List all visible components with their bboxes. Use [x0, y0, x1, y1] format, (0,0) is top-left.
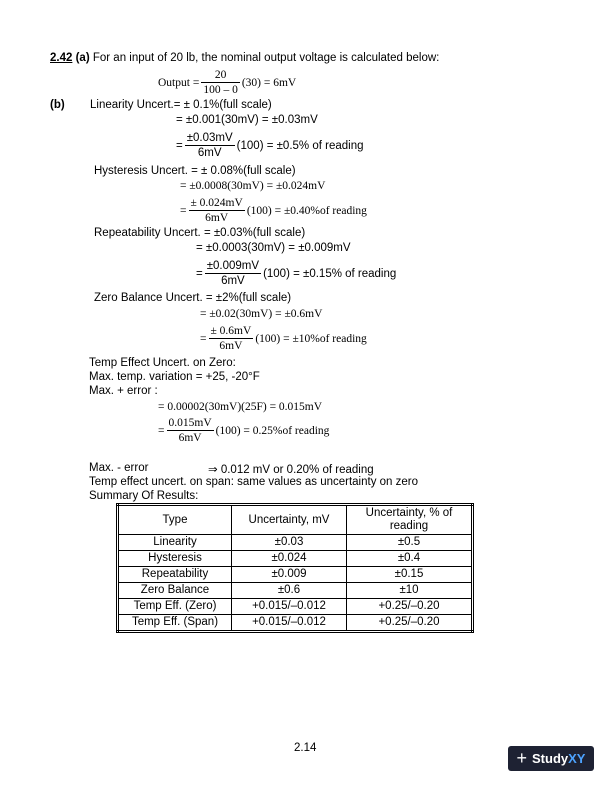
repeatability-fraction-eq: = $\frac{\pm 0.009mV}{6mV}$ (100) = ±0.15% of reading [196, 260, 397, 287]
cell-type: Hysteresis [118, 551, 232, 567]
cell-uncert-mv: ±0.009 [232, 567, 347, 583]
zero-balance-label: Zero Balance Uncert. = ±2%(full scale) [94, 292, 292, 304]
header-uncert-mv: Uncertainty, mV [232, 505, 347, 535]
table-row [118, 615, 473, 632]
cell-uncert-mv: +0.015/–0.012 [232, 615, 347, 632]
max-minus-error-value: ⇒ 0.012 mV or 0.20% of reading [208, 464, 374, 476]
cell-type: Temp Eff. (Span) [118, 615, 232, 632]
summary-table [116, 503, 474, 633]
repeatability-line1: = ±0.0003(30mV) = ±0.009mV [196, 242, 351, 254]
hysteresis-label: Hysteresis Uncert. = ± 0.08%(full scale) [94, 165, 296, 177]
part-b-label: (b) [50, 99, 65, 111]
table-row [118, 583, 473, 599]
cell-uncert-mv: ±0.024 [232, 551, 347, 567]
hysteresis-fraction-eq: = $\frac{\pm 0.024mV}{6mV}$ (100) = ±0.40%of reading [180, 197, 367, 224]
temp-variation: Max. temp. variation = +25, -20°F [89, 371, 260, 383]
cell-uncert-pct: +0.25/–0.20 [347, 615, 473, 632]
max-minus-error-label: Max. - error [89, 462, 149, 474]
table-row [118, 551, 473, 567]
temp-effect-label: Temp Effect Uncert. on Zero: [89, 357, 236, 369]
repeatability-label: Repeatability Uncert. = ±0.03%(full scale) [94, 227, 306, 239]
hysteresis-line1: = ±0.0008(30mV) = ±0.024mV [180, 180, 326, 192]
header-type: Type [118, 505, 232, 535]
problem-number: 2.42 [50, 52, 73, 64]
part-a-label: (a) [75, 52, 90, 64]
cell-type: Linearity [118, 535, 232, 551]
cell-uncert-mv: +0.015/–0.012 [232, 599, 347, 615]
linearity-line1: = ±0.001(30mV) = ±0.03mV [176, 114, 318, 126]
cell-type: Zero Balance [118, 583, 232, 599]
summary-title: Summary Of Results: [89, 490, 199, 502]
cell-uncert-pct: +0.25/–0.20 [347, 599, 473, 615]
cell-uncert-pct: ±0.4 [347, 551, 473, 567]
cell-uncert-mv: ±0.6 [232, 583, 347, 599]
span-note: Temp effect uncert. on span: same values as uncertainty on zero [89, 476, 418, 488]
linearity-label: Linearity Uncert.= ± 0.1%(full scale) [90, 99, 272, 111]
cell-uncert-pct: ±0.5 [347, 535, 473, 551]
temp-fraction-eq: = $\frac{0.015mV}{6mV}$ (100) = 0.25%of reading [158, 417, 330, 444]
problem-header [50, 52, 439, 64]
zero-balance-fraction-eq: = $\frac{\pm 0.6mV}{6mV}$ (100) = ±10%of reading [200, 325, 367, 352]
cell-type: Temp Eff. (Zero) [118, 599, 232, 615]
table-row [118, 599, 473, 615]
max-plus-error: Max. + error : [89, 385, 158, 397]
cell-type: Repeatability [118, 567, 232, 583]
linearity-fraction-eq: = $\frac{\pm 0.03mV}{6mV}$ (100) = ±0.5% of reading [176, 132, 364, 159]
part-a-text: For an input of 20 lb, the nominal output voltage is calculated below: [92, 52, 440, 64]
studyxy-logo: + Study XY [508, 746, 594, 771]
header-uncert-pct: Uncertainty, % of reading [347, 505, 473, 535]
table-header-row [118, 505, 473, 535]
output-fraction: $\frac{20}{100 - 0}$ [203, 69, 238, 96]
table-row [118, 567, 473, 583]
cell-uncert-pct: ±0.15 [347, 567, 473, 583]
cell-uncert-mv: ±0.03 [232, 535, 347, 551]
zero-balance-line1: = ±0.02(30mV) = ±0.6mV [200, 308, 323, 320]
output-equation: Output = $\frac{20}{100 - 0}$ (30) = 6mV [158, 69, 297, 96]
cell-uncert-pct: ±10 [347, 583, 473, 599]
plus-icon: + [516, 748, 528, 768]
page-number: 2.14 [294, 742, 317, 754]
temp-line1: = 0.00002(30mV)(25F) = 0.015mV [158, 401, 323, 413]
table-row [118, 535, 473, 551]
